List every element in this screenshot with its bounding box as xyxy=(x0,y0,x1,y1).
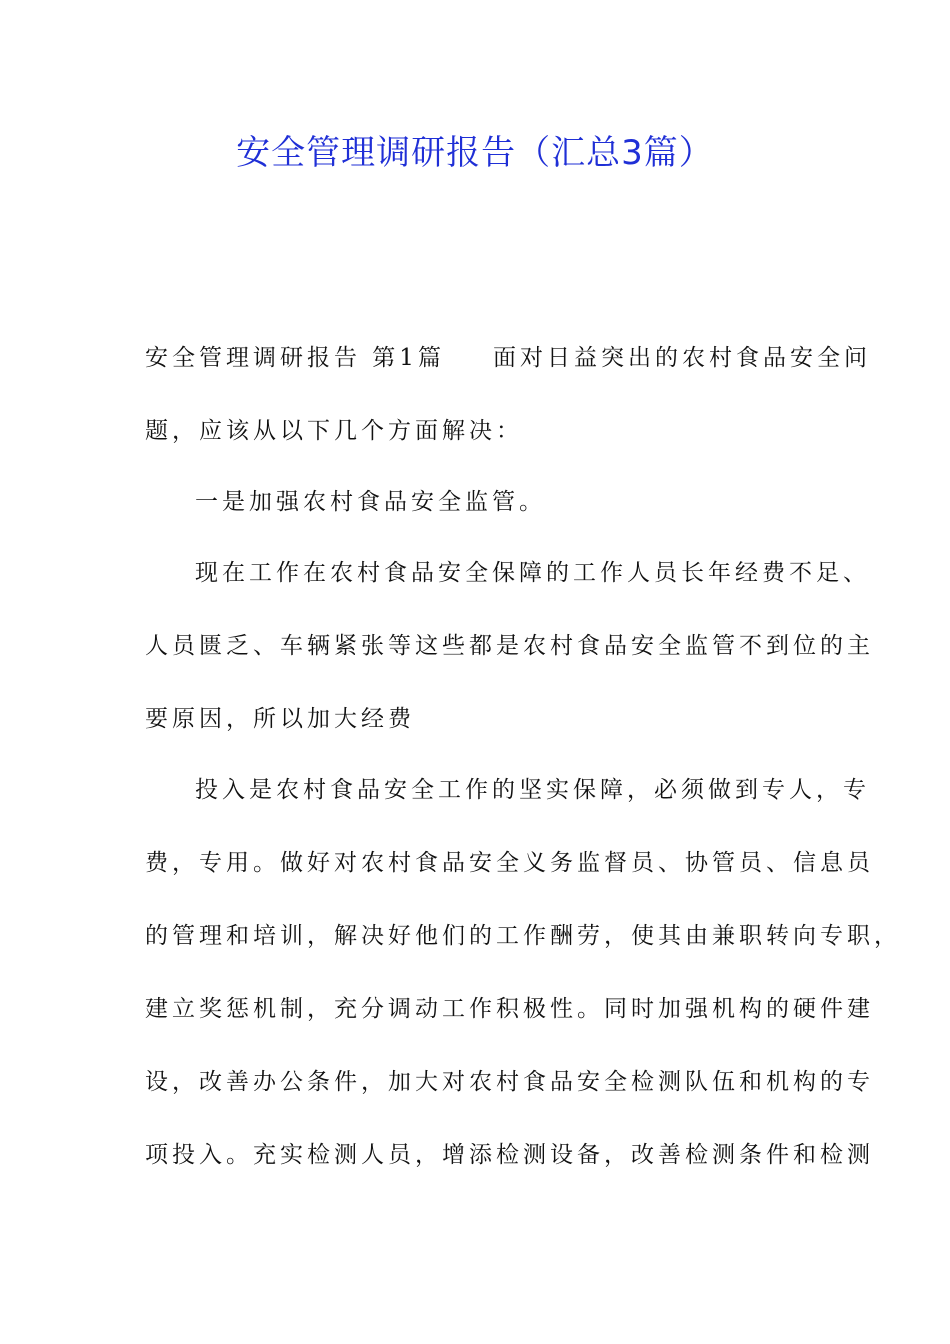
paragraph-1 xyxy=(145,334,871,455)
paragraph-4-line-5: 设，改善办公条件，加大对农村食品安全检测队伍和机构的专 xyxy=(145,1069,874,1095)
paragraph-1-line-1-text: 面对日益突出的农村食品安全问 xyxy=(492,345,871,371)
paragraph-3-line-1: 现在工作在农村食品安全保障的工作人员长年经费不足、 xyxy=(195,560,870,586)
paragraph-1-line-2: 题，应该从以下几个方面解决： xyxy=(145,418,523,444)
paragraph-4-line-2: 费，专用。做好对农村食品安全义务监督员、协管员、信息员 xyxy=(145,850,874,876)
paragraph-4 xyxy=(145,766,901,1179)
paragraph-3-line-3: 要原因，所以加大经费 xyxy=(145,706,415,732)
paragraph-3 xyxy=(145,549,874,743)
paragraph-3-line-2: 人员匮乏、车辆紧张等这些都是农村食品安全监管不到位的主 xyxy=(145,633,874,659)
paragraph-1-line-1 xyxy=(145,334,871,382)
paragraph-4-line-4: 建立奖惩机制，充分调动工作积极性。同时加强机构的硬件建 xyxy=(145,996,874,1022)
paragraph-4-line-1: 投入是农村食品安全工作的坚实保障，必须做到专人，专 xyxy=(195,777,870,803)
paragraph-4-line-3: 的管理和培训，解决好他们的工作酬劳，使其由兼职转向专职， xyxy=(145,923,901,949)
paragraph-2 xyxy=(145,478,810,526)
document-body xyxy=(145,334,901,1202)
paragraph-4-line-6: 项投入。充实检测人员，增添检测设备，改善检测条件和检测 xyxy=(145,1142,874,1168)
document-title: 安全管理调研报告（汇总3篇） xyxy=(236,133,714,173)
paragraph-2-line-1: 一是加强农村食品安全监管。 xyxy=(195,489,546,515)
section-heading: 安全管理调研报告 第1篇 xyxy=(145,345,445,371)
